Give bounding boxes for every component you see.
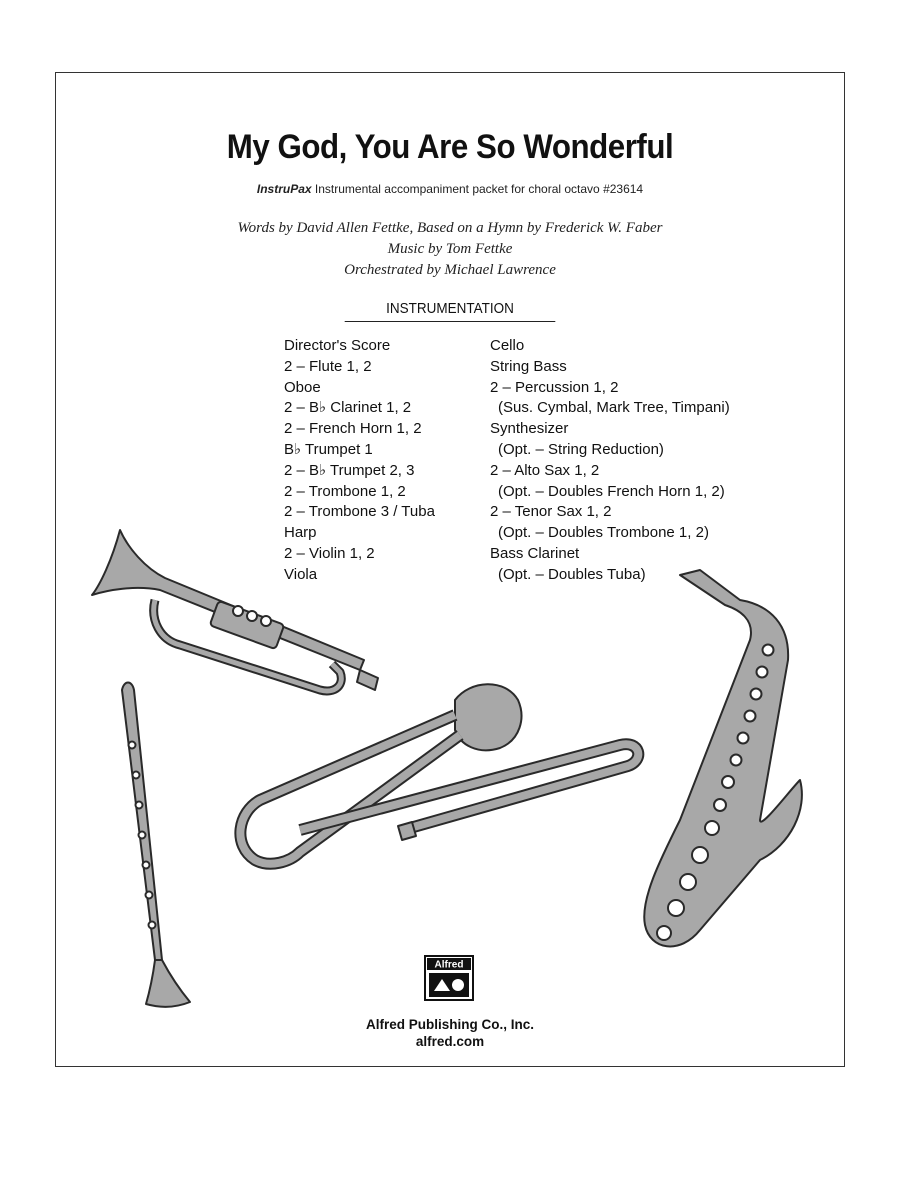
clarinet-icon — [122, 683, 190, 1007]
instrument-item: String Bass — [490, 357, 567, 375]
page-title: My God, You Are So Wonderful — [226, 128, 674, 166]
instrument-item: 2 – B♭ Clarinet 1, 2 — [284, 399, 412, 417]
publisher — [0, 1016, 900, 1050]
instrument-note: (Opt. – Doubles Tuba) — [498, 565, 646, 583]
logo-label: Alfred — [434, 959, 464, 971]
instrument-item: Bass Clarinet — [490, 544, 580, 562]
instrument-item: Viola — [284, 565, 318, 583]
credit-music: Music by Tom Fettke — [387, 241, 513, 257]
credit-orchestration: Orchestrated by Michael Lawrence — [344, 262, 556, 278]
credit-words: Words by David Allen Fettke, Based on a Hymn by Frederick W. Faber — [237, 220, 663, 236]
instrument-item: 2 – Violin 1, 2 — [284, 544, 375, 562]
instrument-item: Director's Score — [284, 337, 391, 354]
instrument-note: (Opt. – String Reduction) — [498, 440, 664, 458]
instrument-note: (Opt. – Doubles Trombone 1, 2) — [498, 524, 709, 542]
instrument-item: Cello — [490, 337, 525, 354]
instrument-note: (Sus. Cymbal, Mark Tree, Timpani) — [498, 399, 730, 417]
instrument-item: 2 – Percussion 1, 2 — [490, 378, 619, 396]
instrument-item: B♭ Trumpet 1 — [284, 440, 373, 458]
instrument-item: 2 – Flute 1, 2 — [284, 357, 372, 375]
instrument-item: Harp — [284, 524, 317, 542]
instrument-note: (Opt. – Doubles French Horn 1, 2) — [498, 482, 725, 500]
trumpet-icon — [92, 530, 378, 691]
publisher-url: alfred.com — [415, 1034, 485, 1049]
instrument-item: 2 – French Horn 1, 2 — [284, 420, 422, 438]
instrument-item: 2 – Alto Sax 1, 2 — [490, 461, 600, 479]
alfred-logo-icon — [424, 955, 474, 1001]
brand-name: InstruPax — [256, 182, 312, 196]
instrument-item: 2 – Trombone 1, 2 — [284, 482, 406, 500]
instrumentation-heading: INSTRUMENTATION — [345, 300, 556, 322]
instrument-item: 2 – B♭ Trumpet 2, 3 — [284, 461, 415, 479]
saxophone-icon — [644, 570, 802, 946]
subtitle-text: Instrumental accompaniment packet for choral octavo #23614 — [314, 182, 644, 196]
trombone-icon — [240, 684, 638, 863]
instrument-item: 2 – Trombone 3 / Tuba — [284, 503, 435, 521]
instrument-item: Oboe — [284, 378, 321, 396]
publisher-name: Alfred Publishing Co., Inc. — [365, 1017, 534, 1032]
instrument-item: Synthesizer — [490, 420, 569, 438]
instrument-item: 2 – Tenor Sax 1, 2 — [490, 503, 612, 521]
